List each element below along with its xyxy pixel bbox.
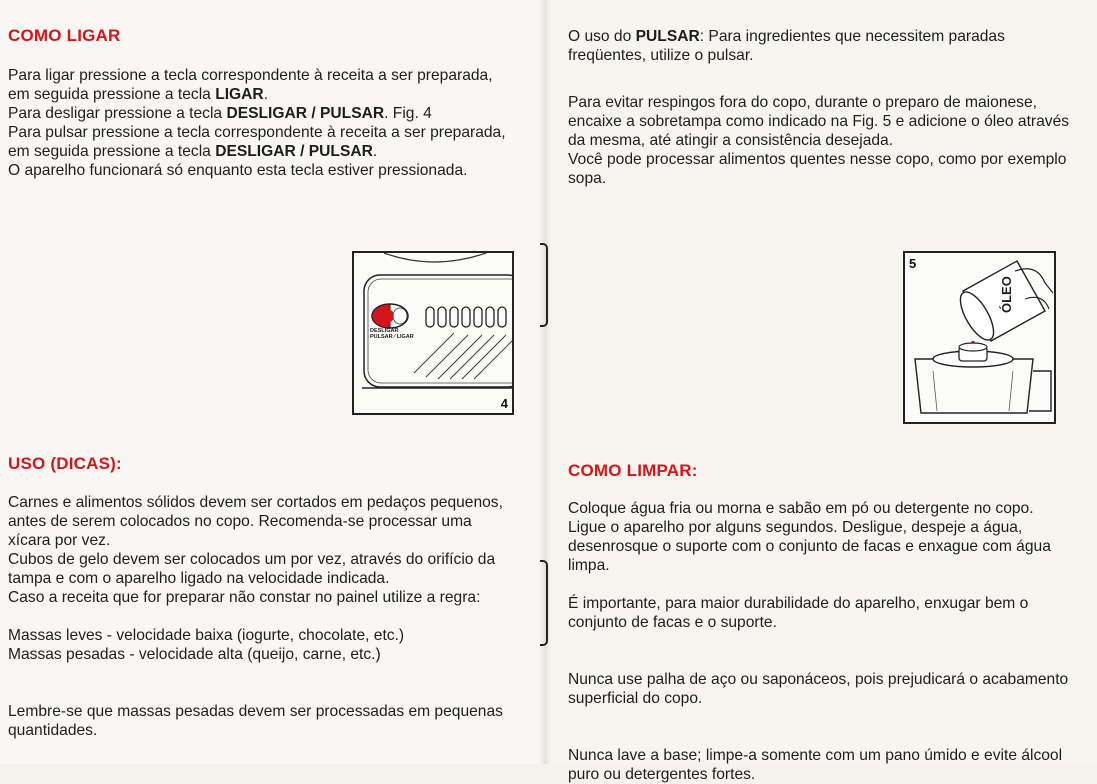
respingos-text — [568, 93, 1073, 188]
como-ligar-line2: Para desligar pressione a tecla DESLIGAR / PULSAR. Fig. 4 — [8, 105, 432, 122]
como-limpar-text — [568, 499, 1073, 784]
como-ligar-heading: COMO LIGAR — [8, 26, 121, 45]
figure-5 — [903, 251, 1056, 424]
uso-dicas-p1: Carnes e alimentos sólidos devem ser cortados em pedaços pequenos, antes de serem colocados no copo. Recomenda-se processar uma xícara por vez. — [8, 494, 503, 549]
figure-4-number: 4 — [500, 396, 508, 411]
figure-4-label-pulsar-ligar: PULSAR ⁄ LIGAR — [370, 334, 414, 340]
como-limpar-p1: Coloque água fria ou morna e sabão em pó ou detergente no copo. Ligue o aparelho por alguns segundos. Desligue, despeje a água, desenrosque o suporte com o conjunto de facas e enxague com água limpa. — [568, 500, 1051, 574]
uso-dicas-p3: Caso a receita que for preparar não constar no painel utilize a regra: — [8, 589, 481, 606]
uso-dicas-p2: Cubos de gelo devem ser colocados um por vez, através do orifício da tampa e com o aparelho ligado na velocidade indicada. — [8, 551, 496, 587]
como-limpar-p2: É importante, para maior durabilidade do aparelho, enxugar bem o conjunto de facas e o suporte. — [568, 595, 1029, 631]
uso-dicas-text — [8, 493, 513, 740]
respingos-p2: Você pode processar alimentos quentes nesse copo, como por exemplo sopa. — [568, 151, 1067, 187]
respingos-p1: Para evitar respingos fora do copo, durante o preparo de maionese, encaixe a sobretampa como indicado na Fig. 5 e adicione o óleo através da mesma, até atingir a consistência desejada. — [568, 94, 1070, 149]
como-ligar-line1: Para ligar pressione a tecla correspondente à receita a ser preparada, em seguida pressione a tecla LIGAR. — [8, 67, 493, 103]
pulsar-paragraph: O uso do PULSAR: Para ingredientes que necessitem paradas freqüentes, utilize o pulsar. — [568, 28, 1005, 64]
figure-5-number: 5 — [909, 256, 917, 271]
pulsar-text — [568, 27, 1073, 65]
figure-5-drawing — [905, 253, 1054, 422]
uso-dicas-heading: USO (DICAS): — [8, 454, 122, 473]
figure-4-label-desligar: DESLIGAR — [370, 328, 399, 334]
como-limpar-p3: Nunca use palha de aço ou saponáceos, pois prejudicará o acabamento superficial do copo. — [568, 671, 1069, 707]
figure-5-can-label: ÓLEO — [999, 276, 1014, 313]
como-limpar-heading: COMO LIMPAR: — [568, 461, 698, 480]
binding-staple-top — [540, 243, 548, 327]
como-ligar-line4: O aparelho funcionará só enquanto esta tecla estiver pressionada. — [8, 162, 468, 179]
figure-4 — [352, 251, 514, 415]
uso-dicas-p4: Massas leves - velocidade baixa (iogurte, chocolate, etc.) — [8, 627, 405, 644]
binding-staple-bottom — [540, 560, 548, 646]
como-ligar-line3: Para pulsar pressione a tecla correspondente à receita a ser preparada, em seguida pressione a tecla DESLIGAR / PULSAR. — [8, 124, 506, 160]
uso-dicas-p6: Lembre-se que massas pesadas devem ser processadas em pequenas quantidades. — [8, 703, 503, 739]
como-ligar-text — [8, 66, 513, 180]
como-limpar-p4: Nunca lave a base; limpe-a somente com um pano úmido e evite álcool puro ou detergentes fortes. — [568, 747, 1063, 783]
page-gutter — [538, 0, 552, 764]
uso-dicas-p5: Massas pesadas - velocidade alta (queijo, carne, etc.) — [8, 646, 381, 663]
